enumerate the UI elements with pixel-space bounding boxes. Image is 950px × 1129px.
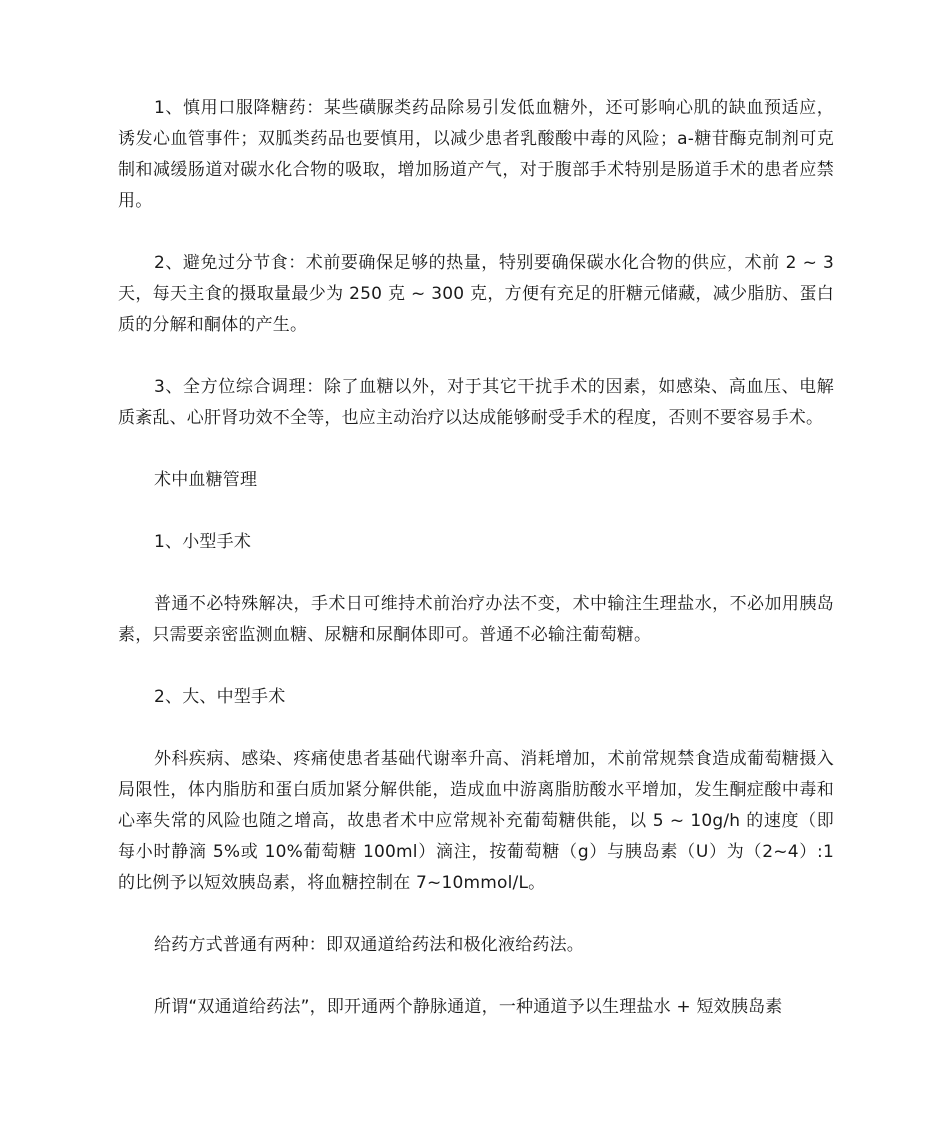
paragraph-oral-hypoglycemic-caution: 1、慎用口服降糖药：某些磺脲类药品除易引发低血糖外，还可影响心肌的缺血预适应，诱发心血管事件；双胍类药品也要慎用，以减少患者乳酸酸中毒的风险；a-糖苷酶克制剂可克制和减缓肠道对碳水化合物的吸取，增加肠道产气，对于腹部手术特别是肠道手术的患者应禁用。 [118,98,834,211]
section-heading-intraoperative-glucose: 术中血糖管理 [154,470,258,490]
subheading-minor-surgery: 1、小型手术 [154,532,252,552]
document-body [118,93,834,1054]
paragraph-major-surgery: 外科疾病、感染、疼痛使患者基础代谢率升高、消耗增加，术前常规禁食造成葡萄糖摄入局限性，体内脂肪和蛋白质加紧分解供能，造成血中游离脂肪酸水平增加，发生酮症酸中毒和心率失常的风险也随之增高，故患者术中应常规补充葡萄糖供能，以 5 ~ 10g/h 的速度（即每小时静滴 5%或 10%葡萄糖 100ml）滴注，按葡萄糖（g）与胰岛素（U）为（2~4）:1 的比例予以短效胰岛素，将血糖控制在 7~10mmol/L。 [118,749,834,893]
paragraph-avoid-excessive-fasting: 2、避免过分节食：术前要确保足够的热量，特别要确保碳水化合物的供应，术前 2 ~ 3 天，每天主食的摄取量最少为 250 克 ~ 300 克，方便有充足的肝糖元储藏，减少脂肪、蛋白质的分解和酮体的产生。 [118,253,834,335]
paragraph-comprehensive-conditioning: 3、全方位综合调理：除了血糖以外，对于其它干扰手术的因素，如感染、高血压、电解质紊乱、心肝肾功效不全等，也应主动治疗以达成能够耐受手术的程度，否则不要容易手术。 [118,377,834,428]
paragraph-administration-methods: 给药方式普通有两种：即双通道给药法和极化液给药法。 [154,935,584,955]
paragraph-dual-channel-method: 所谓“双通道给药法”，即开通两个静脉通道，一种通道予以生理盐水 + 短效胰岛素 [154,997,783,1017]
paragraph-minor-surgery: 普通不必特殊解决，手术日可维持术前治疗办法不变，术中输注生理盐水，不必加用胰岛素，只需要亲密监测血糖、尿糖和尿酮体即可。普通不必输注葡萄糖。 [118,594,834,645]
subheading-major-surgery: 2、大、中型手术 [154,687,286,707]
